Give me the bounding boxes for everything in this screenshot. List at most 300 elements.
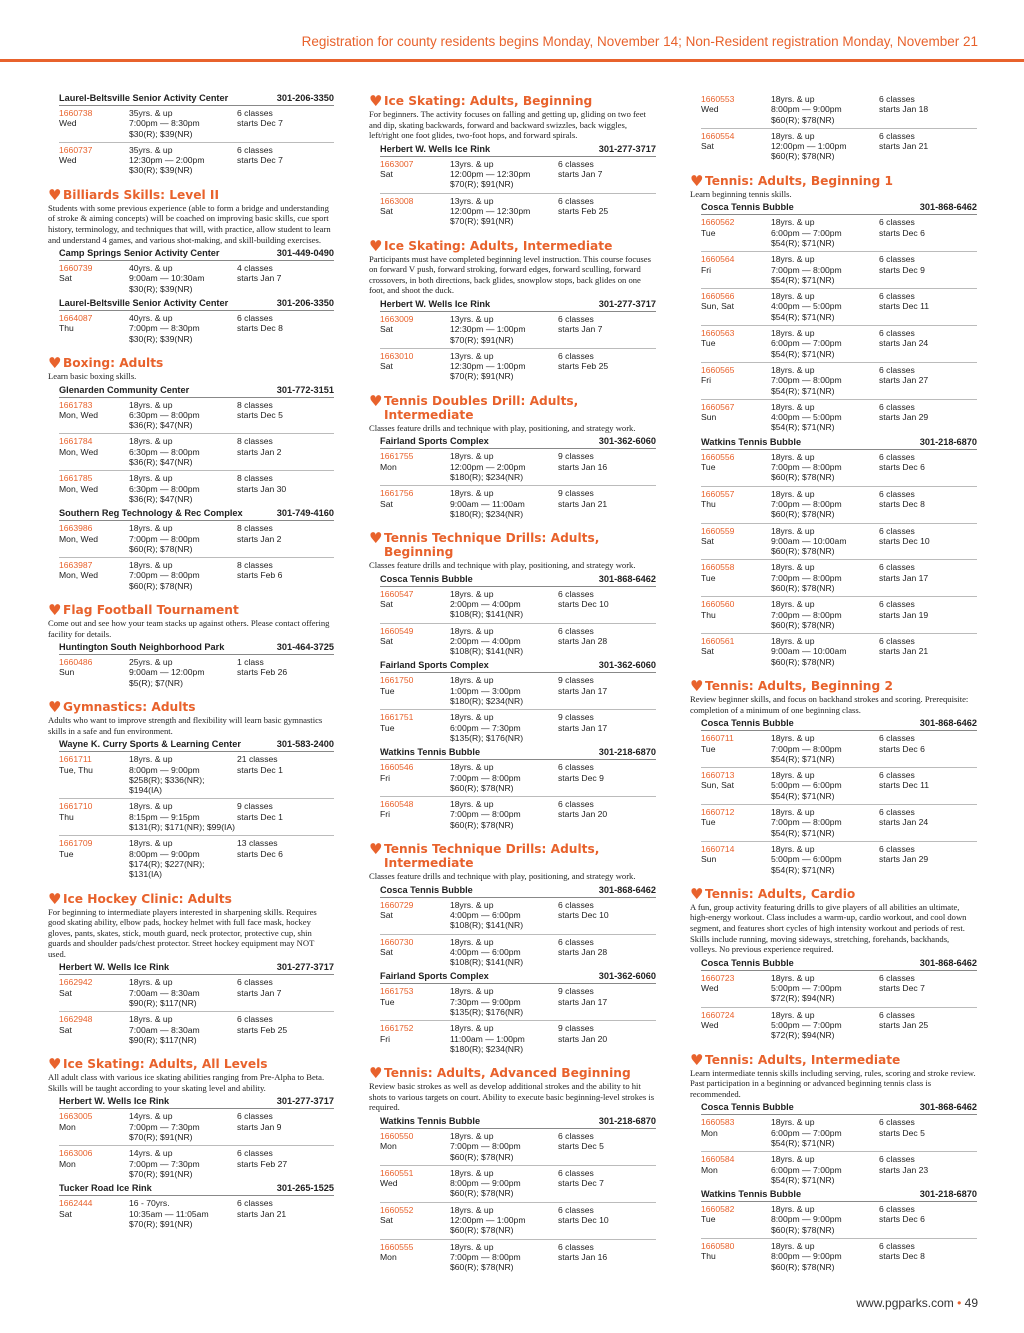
- class-id-cell: [380, 314, 450, 345]
- venue-name: Huntington South Neighborhood Park: [59, 642, 225, 653]
- venue-name: Herbert W. Wells Ice Rink: [59, 962, 170, 973]
- class-fee: $60(R); $78(NR): [450, 782, 514, 793]
- class-days: Tue: [701, 1214, 716, 1225]
- class-count: 6 classes: [879, 130, 915, 141]
- class-fee: $54(R); $71(NR): [771, 753, 835, 764]
- class-schedule-cell: [879, 844, 977, 875]
- class-time: 12:30pm — 1:00pm: [450, 361, 526, 372]
- class-code[interactable]: 1663007: [380, 158, 414, 169]
- class-code[interactable]: 1663010: [380, 350, 414, 361]
- class-code[interactable]: 1660551: [380, 1167, 414, 1178]
- class-days: Tue: [701, 817, 716, 828]
- class-code[interactable]: 1660557: [701, 488, 735, 499]
- venue-header: [380, 659, 656, 673]
- class-row: [380, 1203, 656, 1240]
- website-link[interactable]: www.pgparks.com: [856, 1296, 954, 1310]
- venue-header: [59, 1095, 334, 1109]
- venue-header: [59, 247, 334, 261]
- class-fee: $108(R); $141(NR): [450, 609, 524, 620]
- class-age: 18yrs. & up: [129, 473, 173, 484]
- class-count: 6 classes: [558, 158, 594, 169]
- class-fee: $60(R); $78(NR): [450, 1225, 514, 1236]
- class-code[interactable]: 1660562: [701, 217, 735, 228]
- class-id-cell: [701, 402, 771, 433]
- class-age: 18yrs. & up: [450, 588, 494, 599]
- class-start: starts Jan 17: [558, 996, 608, 1007]
- class-code[interactable]: 1660548: [380, 799, 414, 810]
- venue-header: [59, 92, 334, 106]
- venue-name: Southern Reg Technology & Rec Complex: [59, 508, 243, 519]
- class-time: 12:00pm — 1:00pm: [450, 1215, 526, 1226]
- section-title-text: Tennis Technique Drills: Adults, Intermediate: [384, 842, 600, 871]
- venue-header: [701, 201, 977, 215]
- section-title: [690, 1050, 977, 1069]
- program-section: [690, 884, 977, 1044]
- class-list: [369, 312, 656, 385]
- class-age: 18yrs. & up: [450, 675, 494, 686]
- venue-name: Cosca Tennis Bubble: [701, 202, 794, 213]
- class-code[interactable]: 1660584: [701, 1154, 735, 1165]
- venue-header: [59, 641, 334, 655]
- class-time: 2:00pm — 4:00pm: [450, 635, 521, 646]
- class-count: 9 classes: [558, 712, 594, 723]
- class-code[interactable]: 1660550: [380, 1130, 414, 1141]
- class-details-cell: [129, 1111, 237, 1142]
- class-count: 6 classes: [237, 1014, 273, 1025]
- class-code[interactable]: 1660711: [701, 733, 734, 744]
- class-count: 9 classes: [558, 488, 594, 499]
- class-days: Mon: [59, 1121, 76, 1132]
- class-code[interactable]: 1660723: [701, 972, 735, 983]
- venue-header: [59, 507, 334, 521]
- class-code[interactable]: 1660554: [701, 130, 735, 141]
- venue-name: Herbert W. Wells Ice Rink: [59, 1096, 170, 1107]
- class-schedule-cell: [237, 657, 334, 688]
- class-days: Mon: [380, 1251, 397, 1262]
- class-row: [380, 157, 656, 194]
- class-code[interactable]: 1661751: [380, 712, 414, 723]
- class-schedule-cell: [237, 560, 334, 591]
- class-fee: $60(R); $78(NR): [771, 151, 835, 162]
- class-details-cell: [450, 626, 558, 657]
- class-code[interactable]: 1660558: [701, 562, 735, 573]
- class-code[interactable]: 1662444: [59, 1198, 93, 1209]
- class-id-cell: [59, 1014, 129, 1045]
- heart-icon: ♥: [48, 889, 62, 908]
- class-id-cell: [701, 291, 771, 322]
- class-time: 12:00pm — 1:00pm: [771, 141, 847, 152]
- class-code[interactable]: 1661709: [59, 838, 93, 849]
- class-fee: $72(R); $94(NR): [771, 993, 835, 1004]
- class-days: Mon: [701, 1164, 718, 1175]
- class-code[interactable]: 1660739: [59, 263, 93, 274]
- class-code[interactable]: 1660486: [59, 657, 93, 668]
- class-details-cell: [771, 1117, 879, 1148]
- class-count: 6 classes: [879, 364, 915, 375]
- class-fee: $135(R); $176(NR): [450, 1007, 524, 1017]
- class-id-cell: [380, 451, 450, 482]
- class-code[interactable]: 1660559: [701, 525, 735, 536]
- class-fee: $108(R); $141(NR): [450, 920, 524, 931]
- class-code[interactable]: 1660555: [380, 1241, 414, 1252]
- class-fee: $131(R); $171(NR); $99(IA): [129, 822, 236, 833]
- class-days: Sat: [701, 141, 714, 152]
- class-code[interactable]: 1660713: [701, 770, 735, 781]
- class-schedule-cell: [558, 762, 656, 793]
- class-schedule-cell: [879, 973, 977, 1004]
- section-title-text: Tennis Doubles Drill: Adults, Intermediate: [384, 393, 579, 422]
- class-time: 7:00pm — 8:00pm: [450, 1251, 521, 1262]
- class-row: [380, 1240, 656, 1276]
- class-id-cell: [701, 526, 771, 557]
- class-row: [701, 1202, 977, 1239]
- class-code[interactable]: 1660564: [701, 254, 735, 265]
- venue-name: Camp Springs Senior Activity Center: [59, 248, 220, 259]
- class-details-cell: [129, 560, 237, 591]
- class-code[interactable]: 1660730: [380, 936, 414, 947]
- class-age: 40yrs. & up: [129, 263, 173, 274]
- class-time: 8:00pm — 9:00pm: [771, 1251, 842, 1262]
- venue-name: Herbert W. Wells Ice Rink: [380, 298, 491, 309]
- section-description: For beginning to intermediate players interested in sharpening skills. Requires good skating ability, elbow pads, hockey helmet with full face mask, hockey gloves, pants, skates, stick, mouth guard, neck protector, protective cup, shin guards and shoulder pads/chest protector. Street hockey equipment may NOT used.: [48, 906, 317, 959]
- venue-name: Fairland Sports Complex: [380, 971, 489, 982]
- class-days: Mon: [380, 1141, 397, 1152]
- class-age: 13yrs. & up: [450, 195, 494, 206]
- class-row: [59, 752, 334, 799]
- class-start: starts Jan 7: [237, 987, 282, 998]
- class-id-cell: [701, 94, 771, 125]
- class-schedule-cell: [879, 526, 977, 557]
- class-age: 13yrs. & up: [450, 350, 494, 361]
- class-code[interactable]: 1660560: [701, 599, 735, 610]
- class-code[interactable]: 1663006: [59, 1148, 93, 1159]
- class-schedule-cell: [879, 807, 977, 838]
- class-days: Mon, Wed: [59, 446, 99, 457]
- class-fee: $90(R); $117(NR): [129, 1034, 197, 1045]
- class-code[interactable]: 1660546: [380, 762, 414, 773]
- class-code[interactable]: 1660552: [380, 1204, 414, 1215]
- class-days: Tue: [380, 996, 395, 1007]
- class-count: 8 classes: [237, 560, 273, 571]
- class-id-cell: [59, 657, 129, 688]
- class-schedule-cell: [237, 977, 334, 1008]
- class-start: starts Jan 17: [879, 572, 929, 583]
- venue-phone: 301-868-6462: [919, 957, 977, 968]
- class-days: Wed: [59, 118, 77, 129]
- class-age: 18yrs. & up: [450, 1241, 494, 1252]
- class-code[interactable]: 1661756: [380, 488, 414, 499]
- venue-phone: 301-218-6870: [598, 747, 656, 758]
- class-code[interactable]: 1663009: [380, 313, 414, 324]
- class-row: [380, 349, 656, 385]
- class-days: Mon, Wed: [59, 533, 99, 544]
- venue-name: Cosca Tennis Bubble: [701, 718, 794, 729]
- class-code[interactable]: 1660583: [701, 1117, 735, 1128]
- class-id-cell: [380, 937, 450, 968]
- class-row: [59, 434, 334, 471]
- heart-icon: ♥: [369, 236, 383, 255]
- class-fee: $258(R); $336(NR); $194(IA): [129, 774, 205, 796]
- class-code[interactable]: 1662942: [59, 977, 93, 988]
- class-count: 6 classes: [558, 588, 594, 599]
- class-time: 12:00pm — 2:00pm: [450, 461, 526, 472]
- class-count: 6 classes: [558, 1130, 594, 1141]
- venue-phone: 301-749-4160: [276, 508, 334, 519]
- class-row: [701, 92, 977, 129]
- venue-header: [59, 961, 334, 975]
- class-fee: $108(R); $141(NR): [450, 646, 524, 657]
- class-details-cell: [450, 488, 558, 519]
- venue-phone: 301-868-6462: [598, 573, 656, 584]
- class-age: 40yrs. & up: [129, 313, 173, 324]
- class-row: [380, 486, 656, 522]
- class-row: [701, 842, 977, 878]
- class-count: 6 classes: [558, 899, 594, 910]
- venue-phone: 301-206-3350: [276, 298, 334, 309]
- class-time: 9:00am — 11:00am: [450, 498, 525, 509]
- class-code[interactable]: 1660565: [701, 364, 735, 375]
- class-details-cell: [771, 365, 879, 396]
- class-code[interactable]: 1660712: [701, 807, 735, 818]
- class-code[interactable]: 1660582: [701, 1204, 735, 1215]
- program-section: [48, 353, 334, 594]
- class-fee: $70(R); $91(NR): [450, 179, 514, 190]
- class-fee: $180(R); $234(NR): [450, 508, 524, 519]
- class-age: 14yrs. & up: [129, 1111, 173, 1122]
- class-code[interactable]: 1660580: [701, 1241, 735, 1252]
- class-code[interactable]: 1660556: [701, 451, 735, 462]
- class-fee: $60(R); $78(NR): [129, 543, 193, 554]
- class-age: 18yrs. & up: [771, 217, 815, 228]
- class-code[interactable]: 1660566: [701, 291, 735, 302]
- class-time: 7:00pm — 8:00pm: [771, 743, 842, 754]
- class-id-cell: [59, 108, 129, 139]
- class-count: 6 classes: [879, 1204, 915, 1215]
- class-details-cell: [771, 526, 879, 557]
- class-time: 5:00pm — 7:00pm: [771, 1019, 842, 1030]
- class-code[interactable]: 1661710: [59, 801, 93, 812]
- class-age: 14yrs. & up: [129, 1148, 173, 1159]
- class-details-cell: [771, 291, 879, 322]
- class-schedule-cell: [879, 733, 977, 764]
- class-row: [701, 1008, 977, 1044]
- class-age: 18yrs. & up: [771, 254, 815, 265]
- venue-header: [701, 717, 977, 731]
- class-schedule-cell: [558, 314, 656, 345]
- heart-icon: ♥: [48, 1055, 62, 1074]
- class-code[interactable]: 1660738: [59, 108, 93, 118]
- class-age: 18yrs. & up: [450, 799, 494, 810]
- class-count: 8 classes: [237, 399, 273, 410]
- class-row: [59, 398, 334, 435]
- class-id-cell: [701, 599, 771, 630]
- class-time: 4:00pm — 5:00pm: [771, 301, 842, 312]
- program-section: [369, 94, 656, 230]
- section-title: [48, 698, 334, 717]
- program-section: [48, 1057, 334, 1232]
- class-time: 10:35am — 11:05am: [129, 1208, 209, 1219]
- section-title-text: Tennis: Adults, Beginning 1: [705, 173, 893, 188]
- class-id-cell: [701, 1010, 771, 1041]
- class-fee: $54(R); $71(NR): [771, 1137, 835, 1148]
- venue-phone: 301-868-6462: [919, 718, 977, 729]
- section-title-text: Tennis: Adults, Intermediate: [705, 1052, 901, 1067]
- class-start: starts Jan 21: [558, 498, 608, 509]
- class-fee: $90(R); $117(NR): [129, 998, 197, 1009]
- class-schedule-cell: [558, 488, 656, 519]
- class-age: 18yrs. & up: [771, 1117, 815, 1128]
- class-code[interactable]: 1661750: [380, 675, 414, 686]
- class-age: 18yrs. & up: [771, 401, 815, 412]
- class-age: 18yrs. & up: [450, 712, 494, 723]
- class-row: [701, 129, 977, 165]
- class-id-cell: [380, 589, 450, 620]
- class-details-cell: [129, 754, 237, 795]
- class-start: starts Jan 29: [879, 854, 929, 865]
- class-id-cell: [701, 844, 771, 875]
- venue-name: Glenarden Community Center: [59, 384, 190, 395]
- class-time: 6:00pm — 7:00pm: [771, 338, 842, 349]
- class-code[interactable]: 1660561: [701, 636, 735, 647]
- class-start: starts Dec 6: [879, 743, 925, 754]
- class-code[interactable]: 1660553: [701, 94, 735, 104]
- class-row: [380, 710, 656, 746]
- class-list: [690, 731, 977, 878]
- venue-name: Fairland Sports Complex: [380, 660, 489, 671]
- class-start: starts Jan 28: [558, 635, 608, 646]
- program-section: [48, 600, 334, 691]
- class-row: [380, 760, 656, 797]
- class-id-cell: [701, 1241, 771, 1272]
- class-id-cell: [380, 159, 450, 190]
- venue-phone: 301-362-6060: [598, 436, 656, 447]
- class-code[interactable]: 1660563: [701, 328, 735, 339]
- program-section: [369, 1066, 656, 1275]
- class-fee: $70(R); $91(NR): [450, 371, 514, 382]
- class-list: [48, 1196, 334, 1232]
- class-count: 6 classes: [237, 108, 273, 118]
- class-details-cell: [771, 328, 879, 359]
- class-details-cell: [450, 1242, 558, 1273]
- venue-phone: 301-868-6462: [598, 884, 656, 895]
- venue-phone: 301-868-6462: [919, 202, 977, 213]
- section-title-text: Flag Football Tournament: [63, 602, 239, 617]
- class-days: Wed: [380, 1178, 398, 1189]
- class-id-cell: [380, 1168, 450, 1199]
- class-start: starts Feb 25: [558, 205, 609, 216]
- class-age: 13yrs. & up: [450, 158, 494, 169]
- class-start: starts Feb 25: [558, 361, 609, 372]
- class-code[interactable]: 1664087: [59, 313, 93, 324]
- class-code[interactable]: 1661755: [380, 451, 414, 462]
- class-days: Tue: [59, 848, 74, 859]
- class-code[interactable]: 1663986: [59, 523, 93, 534]
- class-age: 18yrs. & up: [129, 399, 173, 410]
- class-code[interactable]: 1660729: [380, 899, 414, 910]
- class-start: starts Feb 6: [237, 570, 283, 581]
- venue-phone: 301-218-6870: [919, 436, 977, 447]
- class-time: 6:00pm — 7:00pm: [771, 227, 842, 238]
- class-details-cell: [771, 733, 879, 764]
- class-code[interactable]: 1663005: [59, 1111, 93, 1122]
- class-code[interactable]: 1661752: [380, 1023, 414, 1034]
- class-schedule-cell: [558, 1131, 656, 1162]
- class-list: [48, 398, 334, 508]
- class-age: 18yrs. & up: [129, 523, 173, 534]
- class-code[interactable]: 1661711: [59, 754, 92, 765]
- class-code[interactable]: 1660714: [701, 843, 735, 854]
- class-row: [380, 984, 656, 1021]
- program-section: [369, 531, 656, 833]
- class-time: 7:00pm — 8:30pm: [129, 118, 200, 129]
- class-code[interactable]: 1660724: [701, 1009, 735, 1020]
- class-code[interactable]: 1663008: [380, 195, 414, 206]
- class-schedule-cell: [558, 1242, 656, 1273]
- class-days: Thu: [701, 498, 716, 509]
- venue-header: [380, 970, 656, 984]
- class-age: 18yrs. & up: [771, 451, 815, 462]
- class-details-cell: [771, 844, 879, 875]
- class-code[interactable]: 1661783: [59, 399, 93, 410]
- section-title: [369, 94, 656, 108]
- class-days: Thu: [59, 323, 74, 334]
- section-title: [48, 889, 334, 908]
- class-details-cell: [450, 451, 558, 482]
- class-row: [701, 215, 977, 252]
- class-code[interactable]: 1660549: [380, 625, 414, 636]
- class-days: Wed: [701, 104, 719, 115]
- class-code[interactable]: 1661753: [380, 986, 414, 997]
- class-time: 11:00am — 1:00pm: [450, 1033, 525, 1044]
- class-time: 7:00am — 8:30am: [129, 987, 200, 998]
- class-id-cell: [701, 131, 771, 162]
- class-code[interactable]: 1662948: [59, 1014, 93, 1025]
- class-details-cell: [771, 1154, 879, 1185]
- class-id-cell: [59, 400, 129, 431]
- class-id-cell: [59, 560, 129, 591]
- class-code[interactable]: 1661784: [59, 436, 93, 447]
- class-code[interactable]: 1660567: [701, 401, 735, 412]
- class-id-cell: [380, 351, 450, 382]
- venue-header: [380, 884, 656, 898]
- class-row: [59, 1196, 334, 1232]
- class-start: starts Jan 19: [879, 609, 929, 620]
- section-title-text: Tennis: Adults, Advanced Beginning: [384, 1066, 631, 1081]
- class-schedule-cell: [237, 473, 334, 504]
- venue-phone: 301-464-3725: [276, 642, 334, 653]
- venue-phone: 301-868-6462: [919, 1102, 977, 1113]
- class-fee: $60(R); $78(NR): [450, 1262, 514, 1273]
- program-section: [48, 700, 334, 882]
- class-time: 7:00pm — 8:00pm: [450, 1141, 521, 1152]
- class-start: starts Dec 10: [558, 1215, 609, 1226]
- heart-icon: ♥: [369, 1064, 383, 1083]
- class-code[interactable]: 1660737: [59, 144, 93, 155]
- class-code[interactable]: 1663987: [59, 560, 93, 571]
- class-fee: $60(R); $78(NR): [450, 1188, 514, 1199]
- class-days: Mon, Wed: [59, 570, 99, 581]
- class-days: Sun: [701, 854, 717, 865]
- class-id-cell: [701, 217, 771, 248]
- class-code[interactable]: 1660547: [380, 588, 414, 599]
- class-count: 6 classes: [879, 770, 915, 781]
- class-age: 18yrs. & up: [771, 291, 815, 302]
- class-age: 18yrs. & up: [450, 899, 494, 910]
- class-count: 6 classes: [237, 1111, 273, 1122]
- class-code[interactable]: 1661785: [59, 473, 93, 484]
- class-days: Sat: [380, 205, 393, 216]
- venue-name: Watkins Tennis Bubble: [701, 436, 802, 447]
